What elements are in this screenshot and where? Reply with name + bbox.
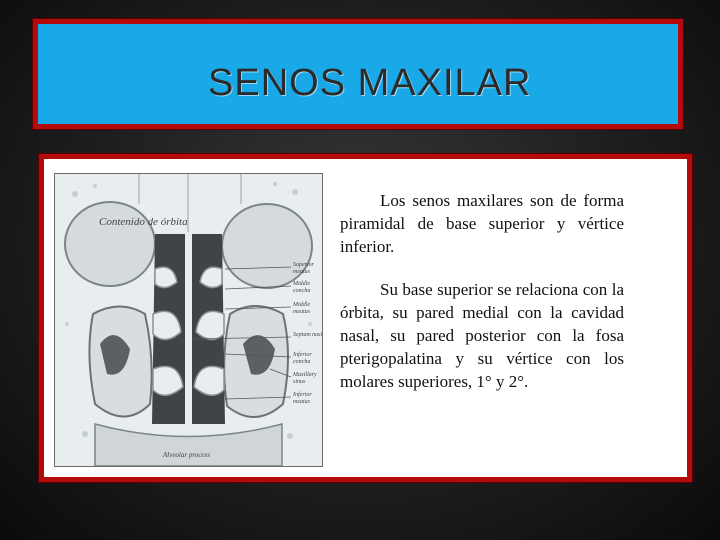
title-box [33,19,683,129]
figure-side-label: Inferior meatus [293,392,312,405]
figure-side-label: Middle concha [293,281,311,294]
figure-side-label: Maxillary sinus [293,372,317,385]
slide-title: SENOS MAXILAR [208,62,532,104]
anatomy-figure [54,173,323,467]
figure-side-label: Middle meatus [293,302,310,315]
figure-side-label: Septum nasi [293,332,323,338]
figure-side-label: Superior meatus [293,262,314,275]
paragraph-relations: Su base superior se relaciona con la órbita, su pared medial con la cavidad nasal, su pared posterior con la fosa pterigopalatina y su vértice con los molares superiores, 1° y 2°. [340,280,624,391]
figure-side-label: Inferior concha [293,352,312,365]
orbit-label: Contenido de órbita [99,216,188,228]
sinus-illustration [55,174,322,466]
alveolar-label: Alveolar process [163,451,210,459]
content-box [39,154,692,482]
body-text [340,189,624,393]
paragraph-shape: Los senos maxilares son de forma piramidal de base superior y vértice inferior. [340,191,624,256]
